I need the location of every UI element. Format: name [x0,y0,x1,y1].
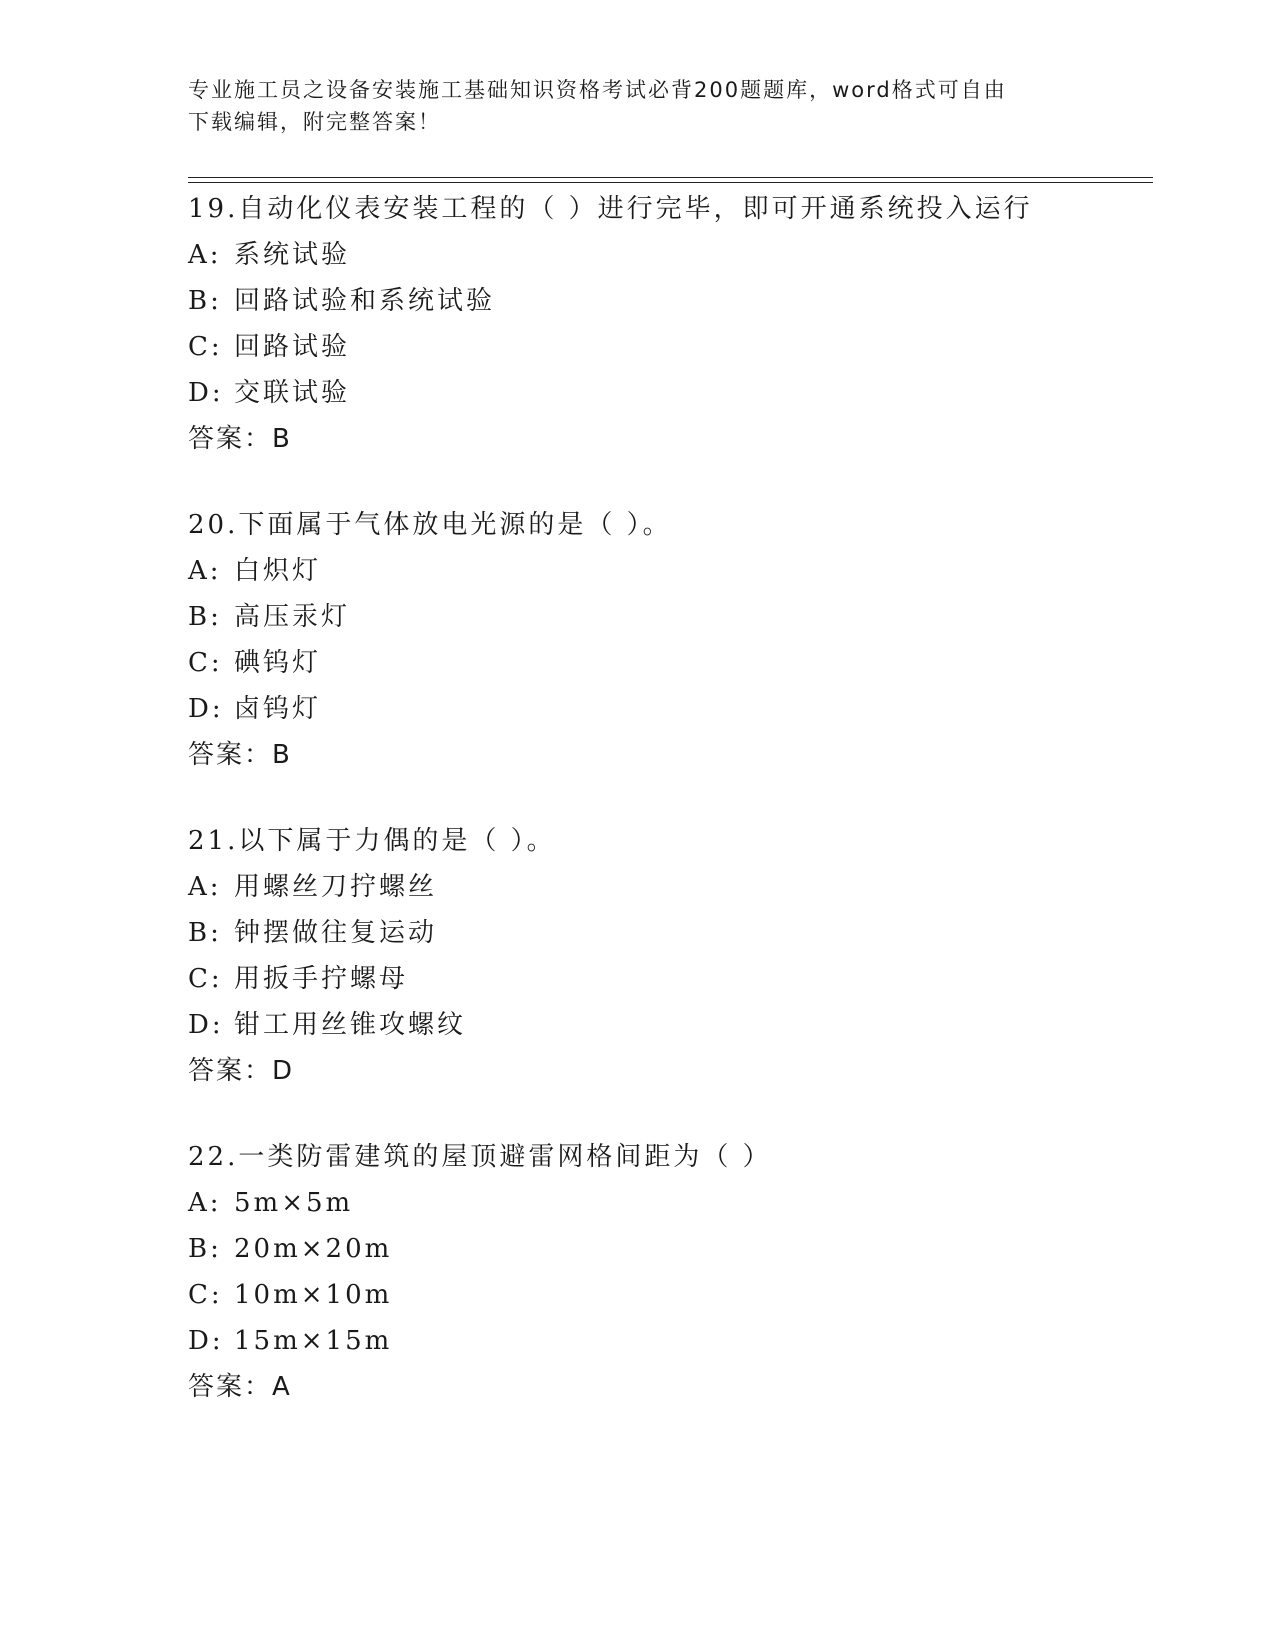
option-label: C: [188,648,223,678]
option-a [188,232,1153,278]
option-b [188,910,1153,956]
header-divider-bottom [188,182,1153,183]
option-text: 回路试验和系统试验 [234,286,496,316]
option-c [188,324,1153,370]
option-label: B: [188,1234,222,1264]
question-text: 19.自动化仪表安装工程的（ ）进行完毕，即可开通系统投入运行 [188,194,1033,224]
option-label: B: [188,918,222,948]
question-20 [188,502,1153,778]
header-divider-top [188,177,1153,178]
option-label: A: [188,240,222,270]
option-b [188,1226,1153,1272]
option-d [188,686,1153,732]
option-text: 交联试验 [234,378,351,408]
answer: 答案：A [188,1372,292,1402]
option-label: D: [188,694,224,724]
option-label: B: [188,286,222,316]
option-label: C: [188,1280,223,1310]
option-a [188,548,1153,594]
option-text: 10m×10m [234,1280,393,1310]
option-d [188,1318,1153,1364]
question-21 [188,818,1153,1094]
option-text: 用扳手拧螺母 [234,964,409,994]
option-text: 钟摆做往复运动 [234,918,438,948]
option-text: 白炽灯 [234,556,322,586]
header-line-1: 专业施工员之设备安装施工基础知识资格考试必背200题题库，word格式可自由 [188,78,1007,102]
option-d [188,370,1153,416]
header-line-2: 下载编辑，附完整答案！ [188,110,441,134]
option-c [188,1272,1153,1318]
option-text: 高压汞灯 [234,602,351,632]
option-label: A: [188,872,222,902]
option-text: 20m×20m [234,1234,393,1264]
option-label: C: [188,332,223,362]
option-b [188,278,1153,324]
option-text: 15m×15m [234,1326,393,1356]
question-text: 22.一类防雷建筑的屋顶避雷网格间距为（ ） [188,1142,772,1172]
answer: 答案：B [188,740,292,770]
option-text: 钳工用丝锥攻螺纹 [234,1010,467,1040]
option-label: A: [188,556,222,586]
option-a [188,864,1153,910]
option-label: C: [188,964,223,994]
option-text: 回路试验 [234,332,351,362]
answer: 答案：B [188,424,292,454]
option-text: 5m×5m [234,1188,354,1218]
question-text: 21.以下属于力偶的是（ ）。 [188,826,556,856]
option-text: 碘钨灯 [234,648,322,678]
option-c [188,956,1153,1002]
option-a [188,1180,1153,1226]
option-label: A: [188,1188,222,1218]
option-text: 系统试验 [234,240,351,270]
option-text: 卤钨灯 [234,694,322,724]
answer: 答案：D [188,1056,295,1086]
option-label: D: [188,378,224,408]
option-d [188,1002,1153,1048]
question-19 [188,186,1153,462]
option-label: D: [188,1326,224,1356]
option-label: B: [188,602,222,632]
question-text: 20.下面属于气体放电光源的是（ ）。 [188,510,672,540]
document-header [188,74,1068,138]
question-22 [188,1134,1153,1410]
option-label: D: [188,1010,224,1040]
option-c [188,640,1153,686]
option-b [188,594,1153,640]
option-text: 用螺丝刀拧螺丝 [234,872,438,902]
